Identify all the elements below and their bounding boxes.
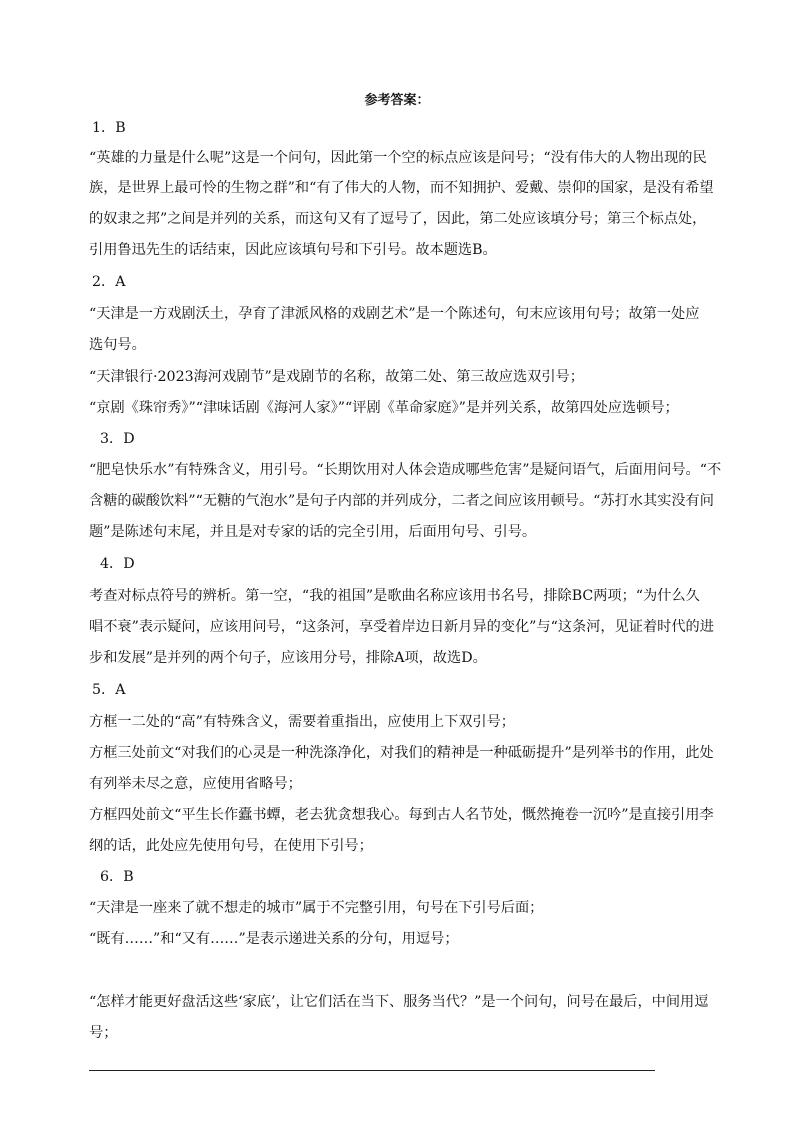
answer-1-label: 1．B [92, 120, 126, 136]
answer-6-line-1: “天津是一座来了就不想走的城市”属于不完整引用，句号在下引号后面； [89, 900, 544, 916]
answer-5-line-5: 纲的话，此处应先使用句号，在使用下引号； [89, 838, 373, 854]
page-title: 参考答案： [364, 93, 430, 108]
footer-rule [89, 1070, 655, 1071]
answer-2-line-3: “天津银行·2023海河戏剧节”是戏剧节的名称，故第二处、第三故应选双引号； [89, 369, 584, 385]
answer-6-line-3: “怎样才能更好盘活这些‘家底’，让它们活在当下、服务当代？”是一个问句，问号在最后，中间用逗 [89, 994, 709, 1010]
answer-1-line-3: 的奴隶之邦”之间是并列的关系，而这句又有了逗号了，因此，第二处应该填分号；第三个标点处， [89, 211, 707, 227]
answer-2-label: 2．A [92, 274, 126, 290]
answer-5-line-3: 有列举未尽之意，应使用省略号； [89, 776, 302, 792]
answer-5-label: 5．A [92, 682, 126, 698]
answer-1-line-1: “英雄的力量是什么呢”这是一个问句，因此第一个空的标点应该是问号；“没有伟大的人物出现的民 [89, 150, 707, 166]
answer-6-line-2: “既有……”和“又有……”是表示递进关系的分句，用逗号； [89, 931, 459, 947]
answer-1-line-2: 族，是世界上最可怜的生物之群”和“有了伟大的人物，而不知拥护、爱戴、崇仰的国家，是没有希望 [89, 180, 714, 196]
answer-2-line-2: 选句号。 [89, 337, 146, 353]
answer-3-line-3: 题”是陈述句末尾，并且是对专家的话的完全引用，后面用句号、引号。 [89, 524, 537, 540]
answer-3-label: 3．D [100, 431, 135, 447]
answer-5-line-2: 方框三处前文“对我们的心灵是一种洗涤净化，对我们的精神是一种砥砺提升”是列举书的作用，此处 [89, 745, 714, 761]
answer-2-line-1: “天津是一方戏剧沃土，孕育了津派风格的戏剧艺术”是一个陈述句，句末应该用句号；故第一处应 [89, 306, 700, 322]
answer-3-line-2: 含糖的碳酸饮料”“无糖的气泡水”是句子内部的并列成分，二者之间应该用顿号。“苏打水其实没有问 [89, 493, 714, 509]
answer-5-line-4: 方框四处前文“平生长作蠹书蟫，老去犹贪想我心。每到古人名节处，慨然掩卷一沉吟”是直接引用李 [89, 807, 714, 823]
answer-5-line-1: 方框一二处的“高”有特殊含义，需要着重指出，应使用上下双引号； [89, 714, 515, 730]
answer-2-line-4: “京剧《珠帘秀》”“津味话剧《海河人家》”“评剧《革命家庭》”是并列关系，故第四处应选顿号； [89, 400, 679, 416]
answer-1-line-4: 引用鲁迅先生的话结束，因此应该填句号和下引号。故本题选B。 [89, 242, 497, 258]
answer-6-label: 6．B [100, 869, 134, 885]
answer-4-line-1: 考查对标点符号的辨析。第一空，“我的祖国”是歌曲名称应该用书名号，排除BC两项；“为什么久 [89, 588, 700, 604]
answer-4-line-3: 步和发展”是并列的两个句子，应该用分号，排除A项，故选D。 [89, 650, 487, 666]
answer-4-label: 4．D [100, 556, 135, 572]
answer-4-line-2: 唱不衰”表示疑问，应该用问号，“这条河，享受着岸边日新月异的变化”与“这条河，见证着时代的进 [89, 619, 714, 635]
answer-3-line-1: “肥皂快乐水”有特殊含义，用引号。“长期饮用对人体会造成哪些危害”是疑问语气，后面用问号。“不 [89, 462, 722, 478]
answer-6-line-4: 号； [89, 1025, 118, 1041]
